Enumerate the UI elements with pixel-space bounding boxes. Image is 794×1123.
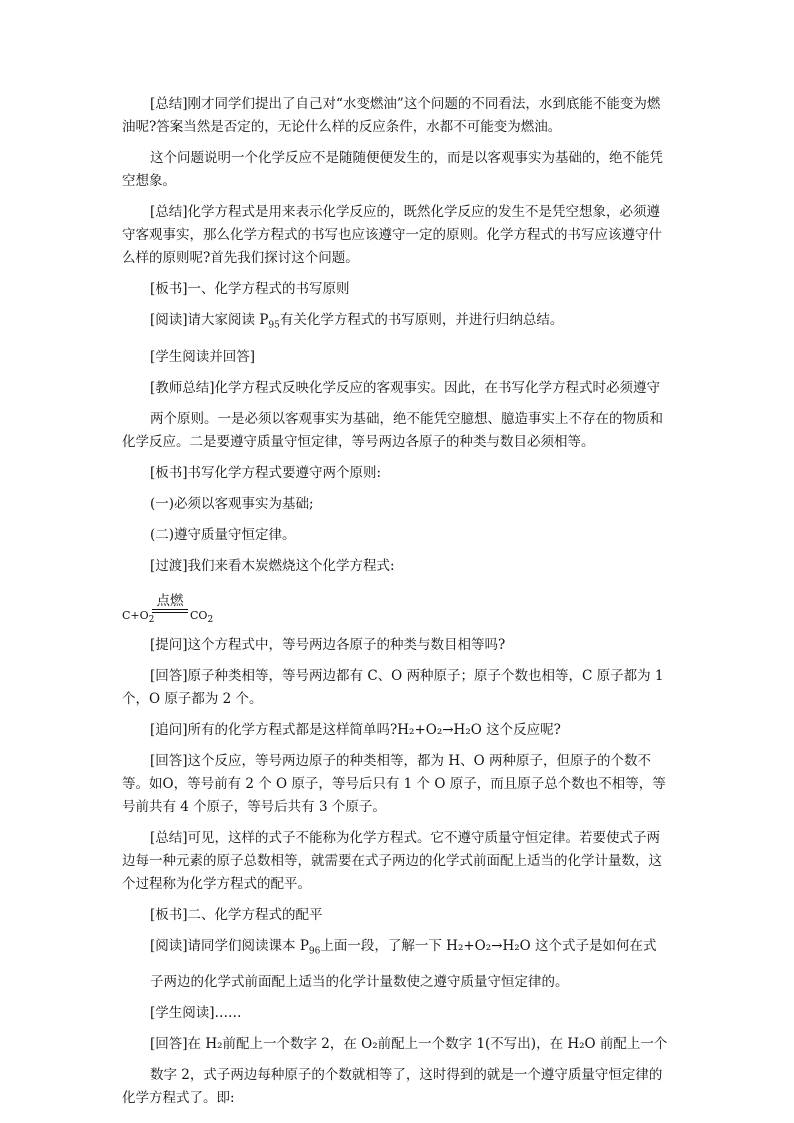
- equation-reactants: $C+O_2$: [122, 608, 155, 625]
- paragraph-student-reading: [学生阅读并回答]: [150, 348, 256, 365]
- reading-1-text-b: 有关化学方程式的书写原则，并进行归纳总结。: [279, 312, 564, 328]
- paragraph-summary-3: [总结]可见，这样的式子不能称为化学方程式。它不遵守质量守恒定律。若要使式子两边每一种元素的原子总数相等，就需要在式子两边的化学式前面配上适当的化学计量数，这个过程称为化学方程式的配平。: [122, 829, 662, 892]
- paragraph-answer-3: [回答]在 H₂前配上一个数字 2，在 O₂前配上一个数字 1(不写出)，在 H₂O 前配上一个: [150, 1036, 668, 1053]
- paragraph-transition: [过渡]我们来看木炭燃烧这个化学方程式:: [150, 557, 395, 574]
- paragraph-reading-1: [122, 309, 670, 338]
- paragraph-answer-3-cont: 数字 2，式子两边每种原子的个数就相等了，这时得到的就是一个遵守质量守恒定律的化学方程式了。即:: [122, 1067, 663, 1107]
- equation-equal-sign-bottom: [152, 612, 188, 613]
- paragraph-follow-up: [追问]所有的化学方程式都是这样简单吗?H₂+O₂→H₂O 这个反应呢?: [150, 721, 561, 738]
- paragraph-answer-1: [回答]原子种类相等，等号两边都有 C、O 两种原子；原子个数也相等，C 原子都为 1 个，O 原子都为 2 个。: [122, 667, 664, 707]
- paragraph-board-2: [板书]书写化学方程式要遵守两个原则:: [150, 464, 382, 481]
- paragraph-student-reading-2: [学生阅读]……: [150, 1005, 242, 1022]
- carbon-combustion-equation: [122, 590, 670, 624]
- paragraph-board-1: [板书]一、化学方程式的书写原则: [150, 281, 350, 297]
- paragraph-teacher-summary: [教师总结]化学方程式反映化学反应的客观事实。因此，在书写化学方程式时必须遵守: [150, 379, 661, 396]
- paragraph-board-3: [板书]二、化学方程式的配平: [150, 906, 323, 923]
- reading-2-page-sub: 96: [308, 946, 321, 957]
- paragraph-principle-2: (二)遵守质量守恒定律。: [150, 526, 296, 543]
- document-body: [122, 93, 670, 1118]
- paragraph-principle-1: (一)必须以客观事实为基础;: [150, 495, 314, 512]
- equation-product: $CO_2$: [190, 608, 214, 625]
- paragraph-summary-1: [总结]刚才同学们提出了自己对“水变燃油”这个问题的不同看法，水到底能不能变为燃油呢?答案当然是否定的，无论什么样的反应条件，水都不可能变为燃油。: [122, 96, 661, 135]
- paragraph-reading-2-cont: 子两边的化学式前面配上适当的化学计量数使之遵守质量守恒定律的。: [150, 974, 569, 991]
- equation-condition: 点燃: [156, 592, 184, 609]
- paragraph-answer-2: [回答]这个反应，等号两边原子的种类相等，都为 H、O 两种原子，但原子的个数不等。如O，等号前有 2 个 O 原子，等号后只有 1 个 O 原子，而且原子总个数也不相等，等号前共有 4 个原子，等号后共有 3 个原子。: [122, 752, 666, 815]
- equation-equal-sign-top: [152, 609, 188, 610]
- reading-2-text-a: [阅读]请同学们阅读课本 P: [150, 937, 309, 954]
- paragraph-explanation: 这个问题说明一个化学反应不是随随便便发生的，而是以客观事实为基础的，绝不能凭空想象。: [122, 150, 663, 189]
- reading-2-text-b: 上面一段，了解一下 H₂+O₂→H₂O 这个式子是如何在式: [320, 937, 657, 954]
- paragraph-question: [提问]这个方程式中，等号两边各原子的种类与数目相等吗?: [150, 636, 506, 653]
- reading-1-text-a: [阅读]请大家阅读 P: [150, 312, 269, 328]
- paragraph-two-principles: 两个原则。一是必须以客观事实为基础，绝不能凭空臆想、臆造事实上不存在的物质和化学反应。二是要遵守质量守恒定律，等号两边各原子的种类与数目必须相等。: [122, 410, 663, 450]
- paragraph-reading-2: [122, 935, 670, 964]
- reading-1-page-sub: 95: [268, 320, 280, 331]
- paragraph-summary-2: [总结]化学方程式是用来表示化学反应的，既然化学反应的发生不是凭空想象，必须遵守客观事实，那么化学方程式的书写也应该遵守一定的原则。化学方程式的书写应该遵守什么样的原则呢?首先我们探讨这个问题。: [122, 204, 662, 266]
